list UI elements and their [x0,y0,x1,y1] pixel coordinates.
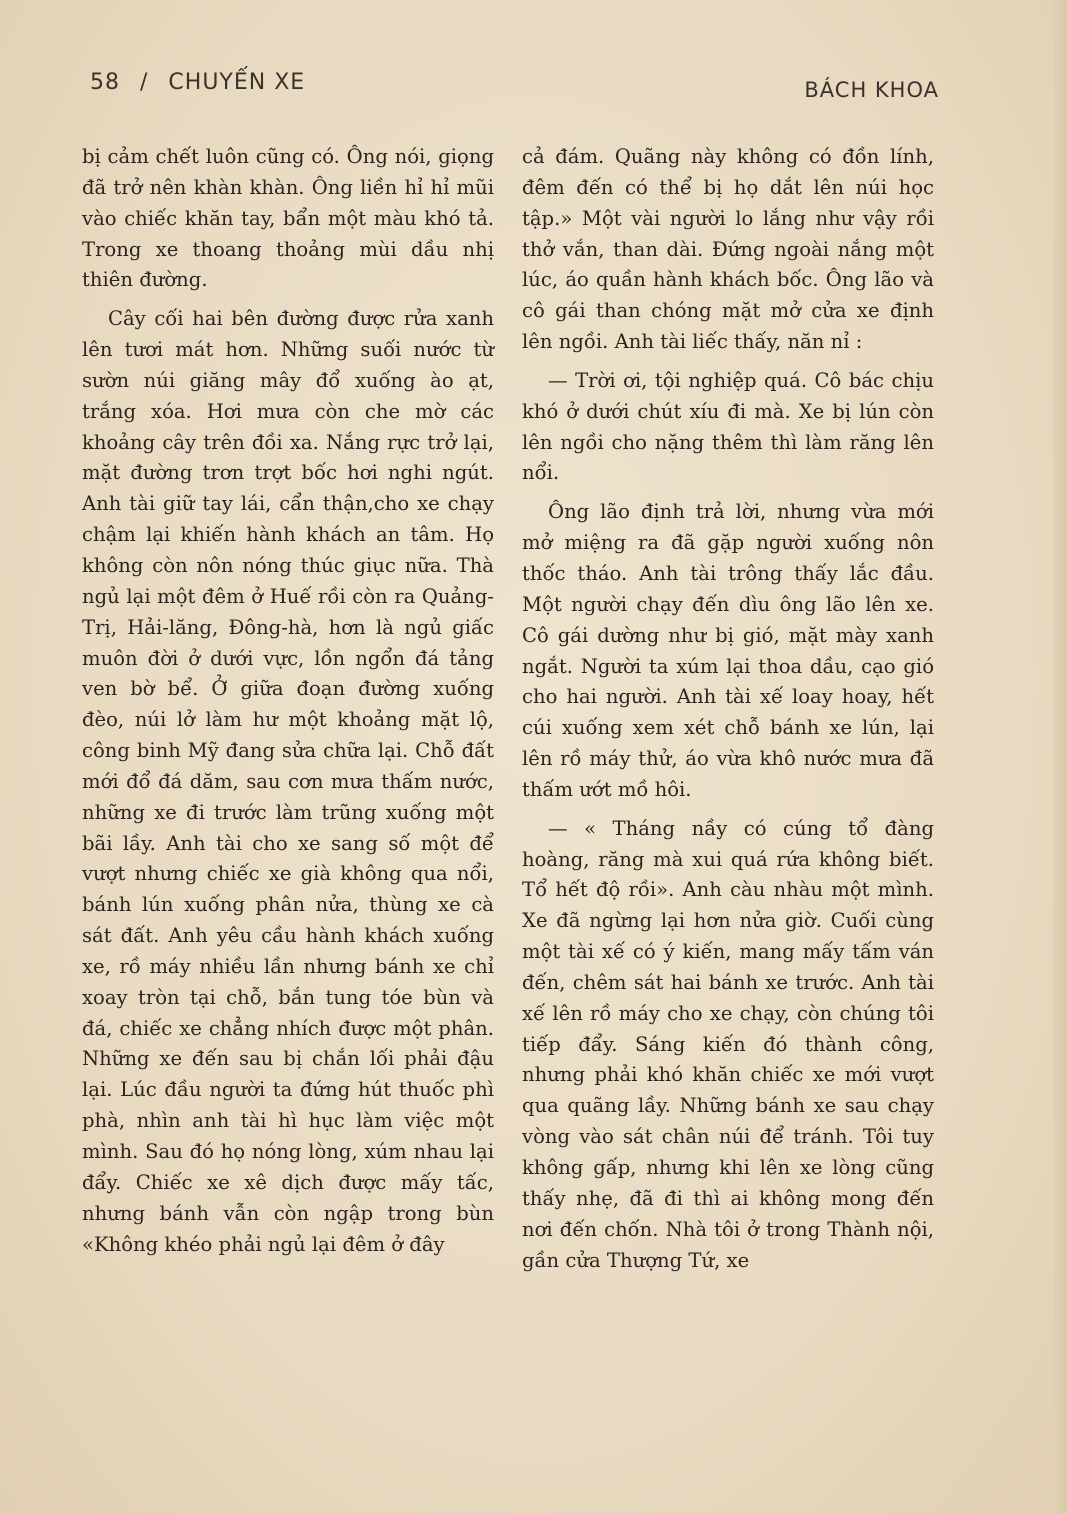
publication-name: BÁCH KHOA [804,78,939,102]
paragraph: Cây cối hai bên đường được rửa xanh lên tươi mát hơn. Những suối nước từ sườn núi giăng mây đổ xuống ào ạt, trắng xóa. Hơi mưa còn che mờ các khoảng cây trên đồi xa. Nắng rực trở lại, mặt đường trơn trợt bốc hơi nghi ngút. Anh tài giữ tay lái, cẩn thận,cho xe chạy chậm lại khiến hành khách an tâm. Họ không còn nôn nóng thúc giục nữa. Thà ngủ lại một đêm ở Huế rồi còn ra Quảng-Trị, Hải-lăng, Đông-hà, hơn là ngủ giấc muôn đời ở dưới vực, lồn ngổn đá tảng ven bờ bể. Ở giữa đoạn đường xuống đèo, núi lở làm hư một khoảng mặt lộ, công binh Mỹ đang sửa chữa lại. Chỗ đất mới đổ đá dăm, sau cơn mưa thấm nước, những xe đi trước làm trũng xuống một bãi lầy. Anh tài cho xe sang số một để vượt nhưng chiếc xe già không qua nổi, bánh lún xuống phân nửa, thùng xe cà sát đất. Anh yêu cầu hành khách xuống xe, rồ máy nhiều lần nhưng bánh xe chỉ xoay tròn tại chỗ, bắn tung tóe bùn và đá, chiếc xe chẳng nhích được một phân. Những xe đến sau bị chắn lối phải đậu lại. Lúc đầu người ta đứng hút thuốc phì phà, nhìn anh tài hì hục làm việc một mình. Sau đó họ nóng lòng, xúm nhau lại đẩy. Chiếc xe xê dịch được mấy tấc, nhưng bánh vẫn còn ngập trong bùn «Không khéo phải ngủ lại đêm ở đây [82,307,494,1256]
page-number: 58 [90,70,120,95]
paragraph: — Trời ơi, tội nghiệp quá. Cô bác chịu khó ở dưới chút xíu đi mà. Xe bị lún còn lên ngồi cho nặng thêm thì làm răng lên nổi. [522,368,934,485]
paragraph: — « Tháng nầy có cúng tổ đàng hoàng, răng mà xui quá rứa không biết. Tổ hết độ rồi». Anh càu nhàu một mình. Xe đã ngừng lại hơn nửa giờ. Cuối cùng một tài xế có ý kiến, mang mấy tấm ván đến, chêm sát hai bánh xe trước. Anh tài xế lên rồ máy cho xe chạy, còn chúng tôi tiếp đẩy. Sáng kiến đó thành công, nhưng phải khó khăn chiếc xe mới vượt qua quãng lầy. Những bánh xe sau chạy vòng vào sát chân núi để tránh. Tôi tuy không gấp, nhưng khi lên xe lòng cũng thấy nhẹ, đã đi thì ai không mong đến nơi đến chốn. Nhà tôi ở trong Thành nội, gần cửa Thượng Tứ, xe [522,816,934,1272]
paragraph: Ông lão định trả lời, nhưng vừa mới mở miệng ra đã gặp người xuống nôn thốc tháo. Anh tài trông thấy lắc đầu. Một người chạy đến dìu ông lão lên xe. Cô gái dường như bị gió, mặt mày xanh ngắt. Người ta xúm lại thoa dầu, cạo gió cho hai người. Anh tài xế loay hoay, hết cúi xuống xem xét chỗ bánh xe lún, lại lên rồ máy thử, áo vừa khô nước mưa đã thấm ướt mồ hôi. [522,500,934,801]
header-left [90,70,305,95]
running-header [90,70,939,106]
section-title: CHUYẾN XE [168,70,306,95]
page-edge [1053,0,1067,1513]
paragraph: bị cảm chết luôn cũng có. Ông nói, giọng đã trở nên khàn khàn. Ông liền hỉ hỉ mũi vào chiếc khăn tay, bẩn một màu khó tả. Trong xe thoang thoảng mùi dầu nhị thiên đường. [82,145,494,292]
header-separator: / [140,70,149,95]
left-column [82,142,494,1260]
right-column [522,142,934,1276]
paragraph: cả đám. Quãng này không có đồn lính, đêm đến có thể bị họ dắt lên núi học tập.» Một vài người lo lắng như vậy rồi thở vắn, than dài. Đứng ngoài nắng một lúc, áo quần hành khách bốc. Ông lão và cô gái than chóng mặt mở cửa xe định lên ngồi. Anh tài liếc thấy, năn nỉ : [522,145,934,354]
